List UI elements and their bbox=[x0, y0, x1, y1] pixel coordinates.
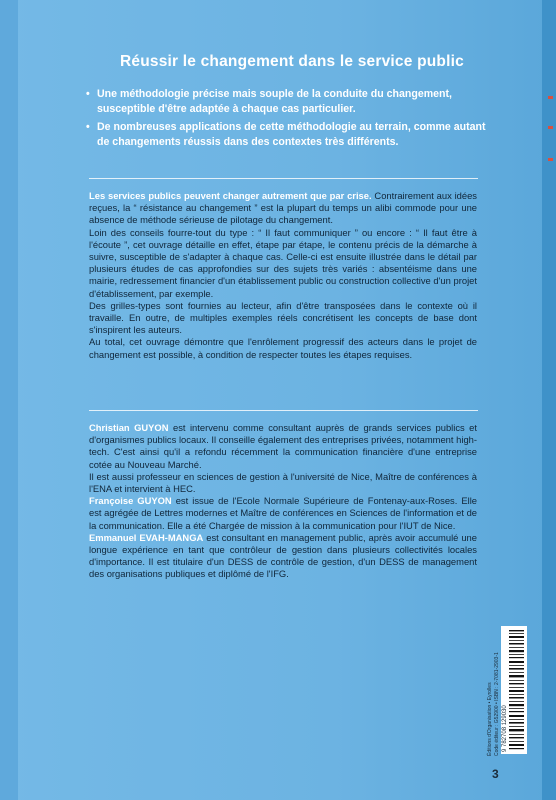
author-bio bbox=[89, 532, 477, 581]
book-title: Réussir le changement dans le service public bbox=[120, 53, 464, 70]
authors-block bbox=[89, 422, 477, 581]
left-edge-stripe bbox=[0, 0, 18, 800]
author-name: Christian GUYON bbox=[89, 422, 169, 433]
spine-marker bbox=[548, 158, 553, 161]
key-point: • De nombreuses applications de cette méthodologie au terrain, comme autant de changements réussis dans des contextes très différents. bbox=[86, 120, 486, 150]
spine-marker bbox=[548, 96, 553, 99]
price-code: 3 bbox=[492, 767, 499, 781]
spine-edge bbox=[542, 0, 556, 800]
key-points bbox=[86, 87, 486, 153]
description-text: Contrairement aux idées reçues, la “ résistance au changement ” est la plupart du temps un alibi commode pour une absence de méthode sérieuse de pilotage du changement. bbox=[89, 190, 477, 226]
author-bio-text: est consultant en management public, après avoir accumulé une longue expérience en tant que contrôleur de gestion dans plusieurs collectivités locales d'importance. Il est titulaire d'un DESS de contrôle de gestion, d'un DESS de management des organisations publiques et diplômé de l'IFG. bbox=[89, 531, 477, 580]
author-bio bbox=[89, 422, 477, 471]
author-bio bbox=[89, 495, 477, 532]
description-paragraph: Des grilles-types sont fournies au lecteur, afin d'être transposées dans le contexte où il travaille. En outre, de multiples exemples réels concrétisent les concepts de base dont s'inspirent les auteurs. bbox=[89, 299, 477, 336]
author-name: Françoise GUYON bbox=[89, 495, 172, 507]
author-bio-text: est issue de l'Ecole Normale Supérieure de Fontenay-aux-Roses. Elle est agrégée de Lettres modernes et Maître de conférences en Sciences de l'information et de la communication. Elle a été Chargée de mission à la communication pour l'IUT de Nice. bbox=[89, 495, 477, 531]
author-name: Emmanuel EVAH-MANGA bbox=[89, 531, 204, 543]
publisher-line: Éditions d'Organisation • Eyrolles bbox=[487, 682, 493, 756]
barcode-number: 9 782708 129030 bbox=[502, 705, 508, 752]
description-paragraph: Loin des conseils fourre-tout du type : “ Il faut communiquer ” ou encore : “ Il faut être à l'écoute ”, cet ouvrage détaille en effet, étape par étape, le contenu précis de la démarche à suivre, susceptible de s'adapter à chaque cas. Celle-ci est ensuite illustrée dans le détail par plusieurs études de cas approfondies sur des sujets très variés : absentéisme dans une mairie, redressement financier d'un établissement public ou construction collective d'un projet d'établissement, par exemple. bbox=[89, 226, 477, 299]
description-lead: Les services publics peuvent changer autrement que par crise. bbox=[89, 190, 372, 201]
author-bio: Il est aussi professeur en sciences de gestion à l'université de Nice, Maître de conférences à l'ENA et intervient à HEC. bbox=[89, 470, 477, 495]
barcode-area bbox=[487, 626, 527, 776]
spine-marker bbox=[548, 126, 553, 129]
key-point: • Une méthodologie précise mais souple de la conduite du changement, susceptible d'être adaptée à chaque cas particulier. bbox=[86, 87, 486, 117]
isbn-line: Code éditeur : G52900 • ISBN : 2-7081-2903-1 bbox=[494, 652, 500, 756]
description-paragraph: Au total, cet ouvrage démontre que l'enrôlement progressif des acteurs dans le projet de changement est possible, à condition de respecter toutes les étapes requises. bbox=[89, 336, 477, 360]
author-bio-text: est intervenu comme consultant auprès de grands services publics et d'organismes publics locaux. Il conseille également des entreprises privées, notamment high-tech. C'est ainsi qu'il a refondu récemment la communication financière d'une entreprise cotée au Nouveau Marché. bbox=[89, 422, 477, 470]
divider bbox=[89, 410, 478, 411]
description-paragraph bbox=[89, 190, 477, 227]
description-block bbox=[89, 190, 477, 361]
divider bbox=[89, 178, 478, 179]
